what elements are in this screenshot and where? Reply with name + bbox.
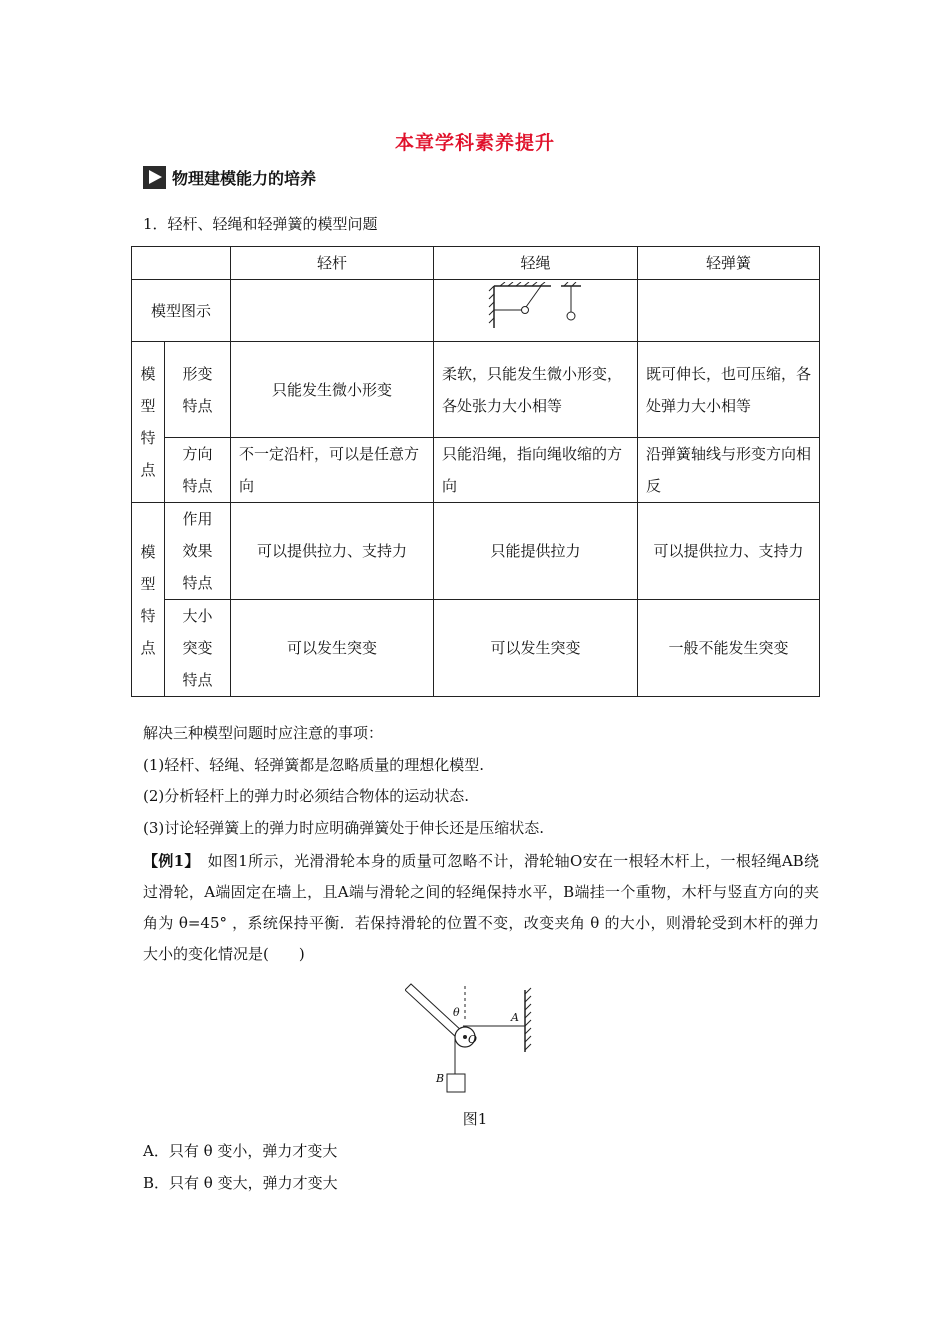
table-cell: 不一定沿杆，可以是任意方向 xyxy=(231,438,434,503)
example-tag: 【例1】 xyxy=(143,852,193,870)
point-o-label: O xyxy=(468,1033,478,1046)
pulley-figure xyxy=(405,982,545,1102)
option-a: A．只有 θ 变小，弹力才变大 xyxy=(143,1142,338,1160)
row-label: 大小突变特点 xyxy=(165,600,231,697)
table-cell: 可以提供拉力、支持力 xyxy=(231,503,434,600)
header-cell: 轻绳 xyxy=(434,247,638,280)
row-label: 方向特点 xyxy=(165,438,231,503)
table-cell: 只能提供拉力 xyxy=(434,503,638,600)
table-corner-cell xyxy=(132,247,231,280)
row-label: 作用效果特点 xyxy=(165,503,231,600)
table-cell: 柔软，只能发生微小形变，各处张力大小相等 xyxy=(434,342,638,438)
table-row xyxy=(132,342,820,438)
option-b: B．只有 θ 变大，弹力才变大 xyxy=(143,1174,338,1192)
table-cell: 可以发生突变 xyxy=(434,600,638,697)
model-table xyxy=(131,246,820,697)
table-cell: 一般不能发生突变 xyxy=(638,600,820,697)
table-cell xyxy=(638,280,820,342)
section-header xyxy=(143,166,316,189)
table-cell xyxy=(434,280,638,342)
theta-label: θ xyxy=(453,1006,460,1019)
table-row xyxy=(132,280,820,342)
header-cell: 轻杆 xyxy=(231,247,434,280)
table-cell: 可以提供拉力、支持力 xyxy=(638,503,820,600)
table-row xyxy=(132,438,820,503)
table-cell: 可以发生突变 xyxy=(231,600,434,697)
notes-heading: 解决三种模型问题时应注意的事项： xyxy=(143,724,384,742)
note-item: (1)轻杆、轻绳、轻弹簧都是忽略质量的理想化模型. xyxy=(143,756,485,774)
note-item: (3)讨论轻弹簧上的弹力时应明确弹簧处于伸长还是压缩状态. xyxy=(143,819,545,837)
example-text: 如图1所示，光滑滑轮本身的质量可忽略不计，滑轮轴O安在一根轻木杆上，一根轻绳AB绕过滑轮，A端固定在墙上，且A端与滑轮之间的轻绳保持水平，B端挂一个重物，木杆与竖直方向的夹角为 θ=45° ，系统保持平衡．若保持滑轮的位置不变，改变夹角 θ 的大小，则滑轮受到木杆的弹力大小的变化情况是( ) xyxy=(143,852,820,963)
figure-caption: 图1 xyxy=(462,1110,488,1128)
table-cell: 沿弹簧轴线与形变方向相反 xyxy=(638,438,820,503)
table-cell: 只能沿绳，指向绳收缩的方向 xyxy=(434,438,638,503)
row-label: 模型图示 xyxy=(132,280,231,342)
play-icon xyxy=(143,166,166,189)
rope-model-diagram xyxy=(486,282,586,330)
group-label: 模型特点 xyxy=(132,342,165,503)
table-cell: 既可伸长，也可压缩，各处弹力大小相等 xyxy=(638,342,820,438)
note-item: (2)分析轻杆上的弹力时必须结合物体的运动状态. xyxy=(143,787,470,805)
table-row xyxy=(132,503,820,600)
table-cell xyxy=(231,280,434,342)
row-label: 形变特点 xyxy=(165,342,231,438)
header-cell: 轻弹簧 xyxy=(638,247,820,280)
section-title: 物理建模能力的培养 xyxy=(172,169,317,188)
point-a-label: A xyxy=(511,1011,519,1024)
intro-text: 1．轻杆、轻绳和轻弹簧的模型问题 xyxy=(143,215,378,233)
point-b-label: B xyxy=(436,1072,445,1085)
table-header-row xyxy=(132,247,820,280)
example-paragraph xyxy=(143,846,819,970)
table-cell: 只能发生微小形变 xyxy=(231,342,434,438)
table-row xyxy=(132,600,820,697)
page-title: 本章学科素养提升 xyxy=(394,132,555,154)
group-label: 模型特点 xyxy=(132,503,165,697)
